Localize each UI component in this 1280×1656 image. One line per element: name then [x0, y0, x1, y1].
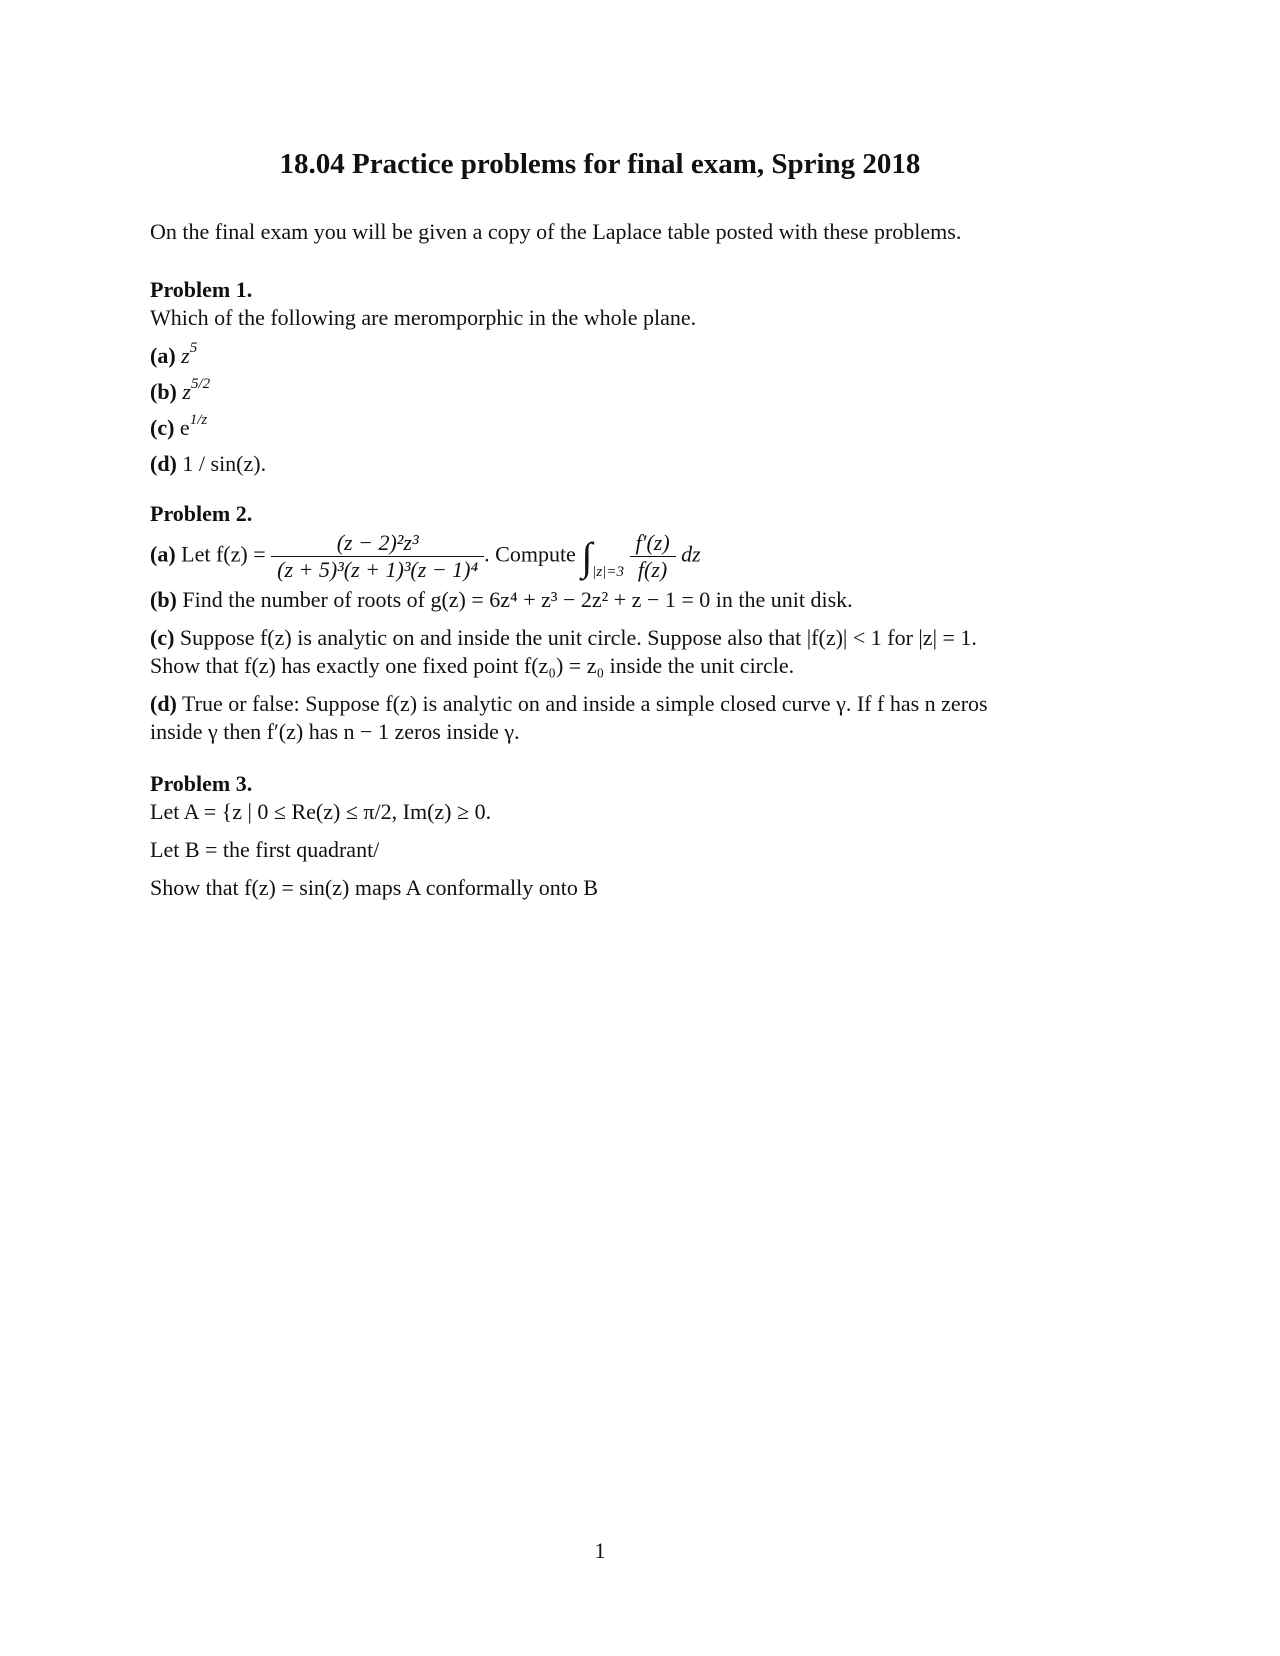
option-label: (b) — [150, 379, 177, 404]
option-base: z — [181, 343, 190, 368]
fraction-numerator: (z − 2)²z³ — [271, 530, 484, 557]
integrand-numerator: f′(z) — [630, 530, 676, 557]
option-label: (a) — [150, 343, 176, 368]
option-exponent: 5 — [189, 339, 198, 356]
problem-3-line-1: Let A = {z | 0 ≤ Re(z) ≤ π/2, Im(z) ≥ 0. — [150, 799, 492, 824]
problem-2-part-b — [150, 586, 853, 614]
problem-1-option-a — [150, 339, 198, 370]
page-number: 1 — [594, 1538, 606, 1563]
option-base: z — [182, 379, 191, 404]
problem-2-heading: Problem 2. — [150, 501, 253, 526]
integral-sign-icon: ∫ — [581, 534, 593, 579]
fraction-denominator: (z + 5)³(z + 1)³(z − 1)⁴ — [277, 557, 479, 582]
problem-3-line-2: Let B = the first quadrant/ — [150, 837, 380, 862]
part-label: (a) — [150, 541, 176, 567]
problem-2-part-d — [150, 690, 988, 718]
option-exponent: 5/2 — [190, 375, 211, 392]
part-text-line-1: True or false: Suppose f(z) is analytic on and inside a simple closed curve γ. If f has n zeros — [182, 691, 988, 716]
differential: dz — [681, 541, 701, 567]
problem-2-part-c-line-2: Show that f(z) has exactly one fixed point f(z₀) = z₀ inside the unit circle. — [150, 653, 795, 678]
part-label: (b) — [150, 587, 177, 612]
part-text-line-1: Suppose f(z) is analytic on and inside the unit circle. Suppose also that |f(z)| < 1 for |z| = 1. — [179, 625, 977, 650]
option-base: e — [179, 415, 190, 440]
option-label: (d) — [150, 451, 177, 476]
problem-3-heading: Problem 3. — [150, 771, 253, 796]
problem-1-prompt: Which of the following are meromporphic in the whole plane. — [150, 305, 697, 330]
page-title: 18.04 Practice problems for final exam, Spring 2018 — [279, 148, 921, 180]
part-label: (c) — [150, 625, 175, 650]
problem-1-heading: Problem 1. — [150, 277, 253, 302]
part-a-lead: Let f(z) = — [181, 541, 266, 567]
option-text: 1 / sin(z). — [182, 451, 267, 476]
problem-2-part-c — [150, 624, 977, 652]
part-label: (d) — [150, 691, 177, 716]
option-exponent: 1/z — [189, 411, 208, 428]
integrand-denominator: f(z) — [637, 557, 668, 582]
problem-1-option-c — [150, 411, 208, 442]
problem-1-option-b — [150, 375, 211, 406]
integral-contour: |z|=3 — [592, 563, 625, 580]
integrand-fraction — [630, 530, 676, 583]
problem-2-part-a — [150, 530, 701, 583]
option-label: (c) — [150, 415, 175, 440]
problem-1-option-d — [150, 450, 266, 478]
problem-3-line-3: Show that f(z) = sin(z) maps A conformally onto B — [150, 875, 599, 900]
fraction — [271, 530, 484, 583]
intro-text: On the final exam you will be given a copy of the Laplace table posted with these problems. — [150, 219, 962, 244]
part-a-compute: . Compute — [484, 541, 576, 567]
part-text: Find the number of roots of g(z) = 6z⁴ + z³ − 2z² + z − 1 = 0 in the unit disk. — [182, 587, 853, 612]
problem-2-part-d-line-2: inside γ then f′(z) has n − 1 zeros inside γ. — [150, 719, 520, 744]
